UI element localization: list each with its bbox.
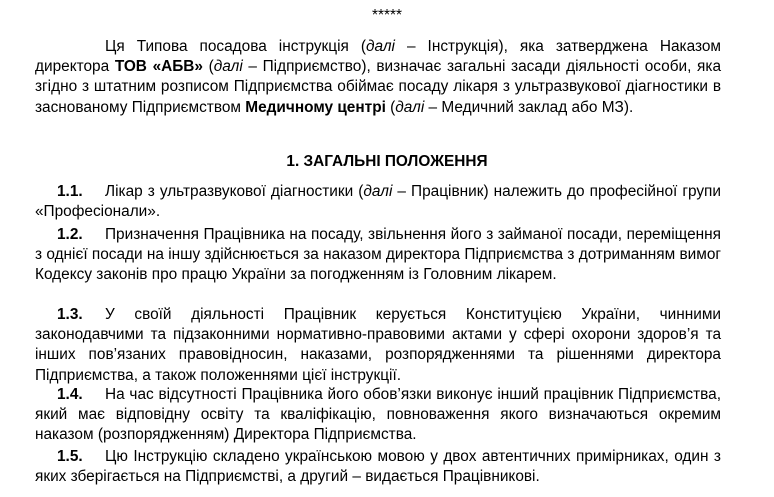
intro-paragraph <box>35 37 721 118</box>
item-number: 1.5. <box>57 448 83 465</box>
item-number: 1.3. <box>57 306 83 323</box>
item-text: На час відсутності Працівника його обов’язки виконує інший працівник Підприємства, який має відповідну освіту та кваліфікацію, повноваження якого визначаються окремим наказом (розпорядженням) Директора Підприємства. <box>35 386 721 444</box>
item-text: Цю Інструкцію складено українською мовою у двох автентичних примірниках, один з яких зберігається на Підприємстві, а другий – видається Працівникові. <box>35 448 721 486</box>
list-item <box>35 305 721 386</box>
medical-center-name: Медичному центрі <box>245 98 386 116</box>
item-text-b: – Працівник) належить до професійної групи «Професіонали». <box>35 183 721 221</box>
item-text-a: Лікар з ультразвукової діагностики ( <box>105 183 364 200</box>
intro-text-6: – Медичний заклад або МЗ). <box>424 98 634 116</box>
separator-stars: ***** <box>372 7 402 24</box>
item-text: Призначення Працівника на посаду, звільнення його з займаної посади, переміщення з однієї посади на іншу здійснюється за наказом директора Підприємства з дотриманням вимог Кодексу законів про працю України за погодженням із Головним лікарем. <box>35 226 721 284</box>
item-number: 1.4. <box>57 386 83 403</box>
item-text: У своїй діяльності Працівник керується Конституцією України, чинними законодавчими та підзаконними нормативно-правовими актами у сфері охорони здоров’я та інших пов’язаних правовідносин, наказами, розпорядженнями та рішеннями директора Підприємства, а також положеннями цієї інструкції. <box>35 306 721 384</box>
intro-italic-1: далі <box>365 38 395 55</box>
item-number: 1.2. <box>57 226 83 243</box>
company-name: ТОВ «АБВ» <box>114 58 203 76</box>
list-item <box>35 447 721 487</box>
intro-text-2: – Інструкція), яка затверджена Наказом директора <box>35 38 721 76</box>
intro-text-4: – Підприємство), визначає загальні засади діяльності особи, яка згідно з штатним розписом Підприємства обіймає посаду лікаря з ультразвукової діагностики в заснованому Підприємством <box>35 58 722 116</box>
intro-italic-2: далі <box>213 58 243 76</box>
intro-text-1: Ця Типова посадова інструкція ( <box>105 38 366 55</box>
list-item <box>35 385 721 446</box>
list-item <box>35 225 721 286</box>
item-number: 1.1. <box>57 183 83 200</box>
intro-text-3: ( <box>202 58 214 76</box>
intro-italic-3: далі <box>395 98 425 116</box>
item-italic: далі <box>363 183 393 200</box>
section-heading: 1. ЗАГАЛЬНІ ПОЛОЖЕННЯ <box>286 153 488 170</box>
list-item <box>35 182 721 222</box>
intro-text-5: ( <box>385 98 396 116</box>
